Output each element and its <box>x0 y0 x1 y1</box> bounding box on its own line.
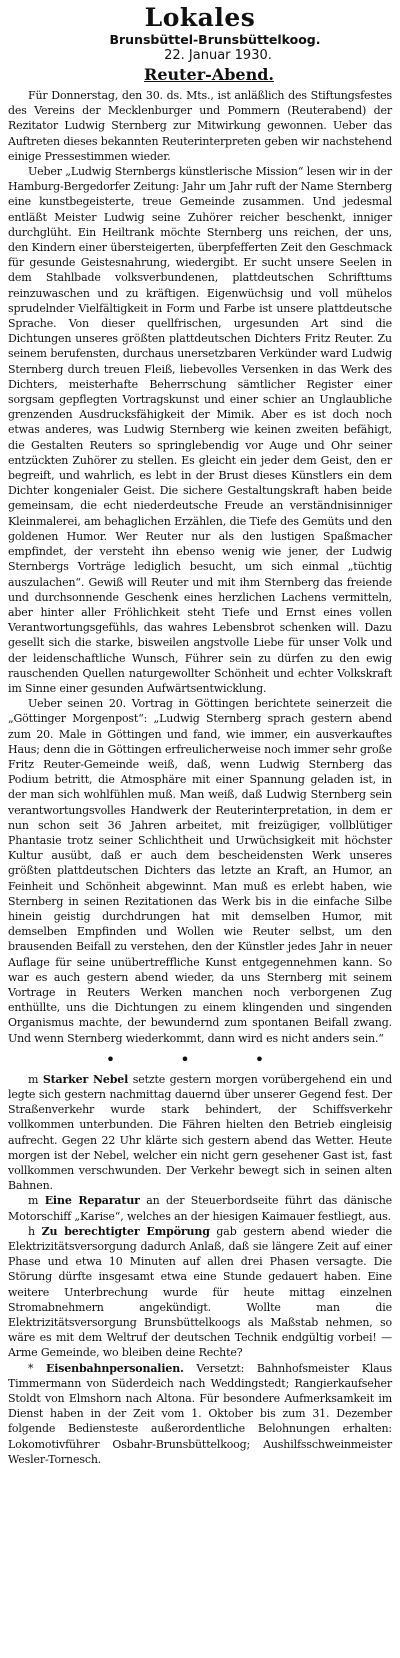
place-line: Brunsbüttel-Brunsbüttelkoog. <box>109 32 321 47</box>
item-prefix: h <box>28 1224 35 1238</box>
item-text: setzte gestern morgen vorübergehend ein und legte sich gestern nachmittag dauernd über unserer Gegend fest. Der Straßenverkehr wurde stark behindert, der Schiffsverkehr vollkommen unterbunden. Die Fähren hielten den Betrieb eingleisig aufrecht. Gegen 22 Uhr klärte sich gestern abend das Wetter. Heute morgen ist der Nebel, welcher ein nicht gern gesehener Gast ist, fast vollkommen verschwunden. Der Verkehr bewegt sich in seinen alten Bahnen. <box>8 1072 392 1193</box>
item-prefix: m <box>28 1072 39 1086</box>
article-paragraph: Ueber „Ludwig Sternbergs künstlerische Mission“ lesen wir in der Hamburg-Bergedorfer Zeitung: Jahr um Jahr ruft der Name Sternberg eine kunstbegeisterte, treue Gemeinde zusammen. Und jedesmal entläßt Meister Ludwig seine Zuhörer reicher beschenkt, inniger durchglüht. Ein Heiltrank möchte Sternberg uns reichen, der uns, den Kindern einer übersteigerten, überpfefferten Zeit den Geschmack für gesunde Geistesnahrung, wiedergibt. Er sucht unsere Seelen in dem Stahlbade volksverbundenen, plattdeutschen Schrifttums reinzuwaschen und zu kräftigen. Eigenwüchsig und voll mühelos sprudelnder Vielfältigkeit in Form und Farbe ist unsere plattdeutsche Sprache. Von dieser quellfrischen, urgesunden Art sind die Dichtungen unseres größten plattdeutschen Dichters Fritz Reuter. Zu seinem berufensten, durchaus unersetzbaren Verkünder ward Ludwig Sternberg durch treuen Fleiß, liebevolles Versenken in das Werk des Dichters, meisterhafte Beherrschung sämtlicher Register einer sorgsam gepflegten Vortragskunst und einer schier an Unglaubliche grenzenden Ausdrucksfähigkeit der Mimik. Aber es ist doch noch etwas anderes, was Ludwig Sternberg wie keinen zweiten befähigt, die Gestalten Reuters so springlebendig vor Auge und Ohr seiner entzückten Zuhörer zu stellen. Es gleicht ein jeder dem Geist, den er begreift, und wahrlich, es lebt in der Brust dieses Künstlers ein dem Dichter kongenialer Geist. Die sichere Gestaltungskraft haben beide gemeinsam, die echt niederdeutsche Freude an verständnisinniger Kleinmalerei, am behaglichen Erzählen, die Tiefe des Gemüts und den goldenen Humor. Wer Reuter nur als den lustigen Spaßmacher empfindet, der versteht ihn ebenso wenig wie jener, der Ludwig Sternbergs Vorträge lediglich besucht, um sich einmal „tüchtig auszulachen“. Gewiß will Reuter und mit ihm Sternberg das freiende und durchsonnende Geschenk eines herzlichen Lachens vermitteln, aber hinter aller Fröhlichkeit steht Tiefe und Ernst eines vollen Verantwortungsgefühls, das wahres Lebensbrot schenken will. Dazu gesellt sich die starke, bisweilen angstvolle Liebe für unser Volk und der leidenschaftliche Wunsch, Führer sein zu dürfen zu den ewig rauschenden Quellen naturgewollter Schönheit und echter Volkskraft im Sinne einer gesunden Aufwärtsentwicklung. <box>8 165 392 695</box>
date-line: 22. Januar 1930. <box>164 48 272 63</box>
item-lead: Starker Nebel <box>42 1072 129 1086</box>
news-item-railway <box>0 1361 400 1467</box>
section-title: Lokales <box>144 3 256 32</box>
item-lead: Eine Reparatur <box>44 1194 140 1208</box>
article-paragraph: Ueber seinen 20. Vortrag in Göttingen berichtete seinerzeit die „Göttinger Morgenpost“: „Ludwig Sternberg sprach gestern abend zum 20. Male in Göttingen und fand, wie immer, ein ausverkauftes Haus; denn die in Göttingen erfreulicherweise noch immer sehr große Fritz Reuter-Gemeinde weiß, daß, wenn Ludwig Sternberg das Podium betritt, die Atmosphäre mit einer Spannung geladen ist, in der man sich wohlfühlen muß. Man weiß, daß Ludwig Sternberg sein verantwortungsvolles Handwerk der Reuterinterpretation, in dem er nun schon seit 36 Jahren arbeitet, mit freizügiger, vollblütiger Phantasie trotz seiner Schlichtheit und Urwüchsigkeit mit höchster Kultur ausübt, daß er auch dem bescheidensten Werk unseres größten plattdeutschen Dichters das letzte an Kraft, an Humor, an Feinheit und Schönheit abgewinnt. Man muß es erlebt haben, wie Sternberg in seinen Rezitationen das Werk bis in die einfache Silbe hinein geistig durchdrungen hat mit demselben Humor, mit demselben Empfinden und Wollen wie Reuter selbst, um den brausenden Beifall zu verstehen, den der Künstler jedes Jahr in neuer Auflage für seine unübertreffliche Kunst entgegennehmen kann. So war es auch gestern abend wieder, da uns Sternberg mit seinem Vortrage in Reuters Werken manchen noch verborgenen Zug enthüllte, uns die Dichtungen zu einem klingenden und singenden Organismus machte, der bewundernd zum spontanen Beifall zwang. Und wenn Sternberg wiederkommt, dann wird es nicht anders sein.“ <box>8 697 392 1045</box>
news-item-fog <box>0 1072 400 1194</box>
item-text: Versetzt: Bahnhofsmeister Klaus Timmermann von Süderdeich nach Weddingstedt; Rangierkaufseher Stoldt von Elmshorn nach Altona. Für besondere Aufmerksamkeit im Dienst haben in der Zeit vom 1. Oktober bis zum 31. Dezember folgende Bediensteste außerordentliche Belohnungen erhalten: Lokomotivführer Osbahr-Brunsbüttelkoog; Aushilfsschweinmeister Wesler-Tornesch. <box>8 1361 392 1466</box>
item-text: gab gestern abend wieder die Elektrizitätsversorgung dadurch Anlaß, daß sie längere Zeit auf einer Phase und etwa 10 Minuten auf allen drei Phasen versagte. Die Störung dürfte insgesamt etwa eine Stunde gedauert haben. Eine weitere Unterbrechung wurde für heute mittag einzelnen Stromabnehmern angekündigt. Wollte man die Elektrizitätsversorgung Brunsbüttelkoogs als Maßstab nehmen, so wäre es mit dem Weltruf der deutschen Technik endgültig vorbei! — Arme Gemeinde, wo bleiben deine Rechte? <box>8 1224 392 1360</box>
section-separator: • • • <box>105 1049 295 1069</box>
item-prefix: * <box>28 1361 34 1375</box>
masthead <box>0 0 400 64</box>
item-prefix: m <box>28 1194 39 1208</box>
news-item-power <box>0 1224 400 1361</box>
article-paragraph: Für Donnerstag, den 30. ds. Mts., ist anläßlich des Stiftungsfestes des Vereins der Mecklenburger und Pommern (Reuterabend) der Rezitator Ludwig Sternberg zur Mitwirkung gewonnen. Ueber das Auftreten dieses bekannten Reuterinterpreten geben wir nachstehend einige Pressestimmen wieder. <box>8 89 392 163</box>
article-title: Reuter-Abend. <box>144 65 274 84</box>
item-lead: Eisenbahnpersonalien. <box>45 1361 184 1375</box>
news-item-repair <box>0 1193 400 1223</box>
item-text: an der Steuerbordseite führt das dänische Motorschiff „Karise“, welches an der hiesigen Kaimauer festliegt, aus. <box>8 1194 392 1223</box>
item-lead: Zu berechtigter Empörung <box>41 1224 210 1238</box>
